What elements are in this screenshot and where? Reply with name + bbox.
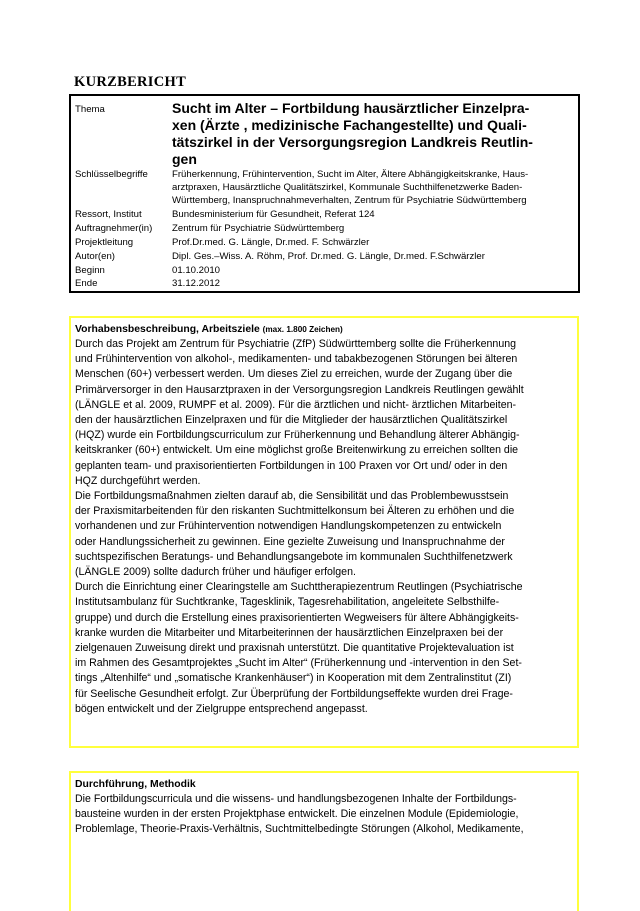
section-heading-text: Vorhabensbeschreibung, Arbeitsziele — [75, 324, 260, 335]
autor-value: Dipl. Ges.–Wiss. A. Röhm, Prof. Dr.med. G. Längle, Dr.med. F.Schwärzler — [172, 251, 485, 262]
section-heading — [71, 322, 577, 337]
projektleitung-value: Prof.Dr.med. G. Längle, Dr.med. F. Schwärzler — [172, 237, 370, 248]
schluesselbegriffe-label: Schlüsselbegriffe — [75, 169, 148, 180]
ende-value: 31.12.2012 — [172, 278, 221, 289]
auftragnehmer-value: Zentrum für Psychiatrie Südwürttemberg — [172, 223, 345, 234]
auftragnehmer-label: Auftragnehmer(in) — [75, 223, 153, 234]
ende-label: Ende — [75, 278, 98, 289]
thema-value: Sucht im Alter – Fortbildung hausärztlicher Einzelpra- xen (Ärzte , medizinische Fachangestellte) und Quali- tätszirkel in der Versorgungsregion Landkreis Reutlin- gen — [172, 100, 533, 167]
projektleitung-label: Projektleitung — [75, 237, 134, 248]
section-heading: Durchführung, Methodik — [75, 779, 196, 790]
beginn-label: Beginn — [75, 265, 105, 276]
document-title: KURZBERICHT — [74, 74, 187, 90]
section-heading-note: (max. 1.800 Zeichen) — [262, 325, 343, 334]
section-vorhabensbeschreibung — [69, 316, 579, 748]
ressort-value: Bundesministerium für Gesundheit, Referat 124 — [172, 209, 375, 220]
section-body-text: Die Fortbildungscurricula und die wissens- und handlungsbezogenen Inhalte der Fortbildungs- bausteine wurden in der ersten Projektphase entwickelt. Die einzelnen Module (Epidemiologie, Problemlage, Theorie-Praxis-Verhältnis, Suchtmittelbedingte Störungen (Alkohol, Medikamente, — [75, 793, 524, 836]
project-metadata-table — [69, 94, 580, 293]
ressort-label: Ressort, Institut — [75, 209, 142, 220]
thema-label: Thema — [75, 104, 105, 115]
section-body-text: Durch das Projekt am Zentrum für Psychiatrie (ZfP) Südwürttemberg sollte die Früherkennung und Frühintervention von alkohol-, medikamenten- und tabakbezogenen Störungen bei älteren Menschen (60+) verbessert werden. Um dieses Ziel zu erreichen, wurde der Zugang über die Primärversorger in den Hausarztpraxen in der Versorgungsregion Landkreis Reutlingen gewählt (LÄNGLE et al. 2009, RUMPF et al. 2009). Für die ärztlichen und nicht- ärztlichen Mitarbeiten- den der hausärztlichen Einzelpraxen und für die Mitglieder der hausärztlichen Qualitätszirkel (HQZ) wurde ein Fortbildungscurriculum zur Früherkennung und Behandlung älterer Abhängig- keitskranker (60+) entwickelt. Um eine möglichst große Breitenwirkung zu erreichen sollten die geplanten team- und praxisorientierten Fortbildungen in 100 Praxen vor Ort und/ oder in den HQZ durchgeführt werden. Die Fortbildungsmaßnahmen zielten darauf ab, die Sensibilität und das Problembewusstsein der Praxismitarbeitenden für den riskanten Suchtmittelkonsum bei Älteren zu erhöhen und die vorhandenen und zur Frühintervention notwendigen Handlungskompetenzen zu entwickeln oder Handlungssicherheit zu gewinnen. Eine gezielte Zuweisung und Inanspruchnahme der suchtspezifischen Beratungs- und Behandlungsangebote im kommunalen Suchthilfenetzwerk (LÄNGLE 2009) sollte dadurch früher und häufiger erfolgen. Durch die Einrichtung einer Clearingstelle am Suchttherapiezentrum Reutlingen (Psychiatrische Institutsambulanz für Suchtkranke, Tagesklinik, Tagesrehabilitation, angeleitete Selbsthilfe- gruppe) und durch die Erstellung eines praxisorientierten Wegweisers für ältere Abhängigkeits- kranke wurden die Mitarbeiter und Mitarbeiterinnen der hausärztlichen Einzelpraxen bei der zielgenauen Zuweisung direkt und praxisnah unterstützt. Die quantitative Projektevaluation ist im Rahmen des Gesamtprojektes „Sucht im Alter“ (Früherkennung und -intervention in den Set- tings „Altenhilfe“ und „somatische Krankenhäuser“) in Kooperation mit dem Zentralinstitut (ZI) für Seelische Gesundheit erfolgt. Zur Überprüfung der Fortbildungseffekte wurden drei Frage- bögen entwickelt und der Zielgruppe entsprechend angepasst. — [75, 338, 524, 715]
section-durchfuehrung — [69, 771, 579, 911]
schluesselbegriffe-value: Früherkennung, Frühintervention, Sucht im Alter, Ältere Abhängigkeitskranke, Haus- arztpraxen, Hausärztliche Qualitätszirkel, Kommunale Suchthilfenetzwerke Baden- Württemberg, Inanspruchnahmeverhalten, Zentrum für Psychiatrie Südwürttemberg — [172, 169, 529, 206]
autor-label: Autor(en) — [75, 251, 115, 262]
beginn-value: 01.10.2010 — [172, 265, 221, 276]
